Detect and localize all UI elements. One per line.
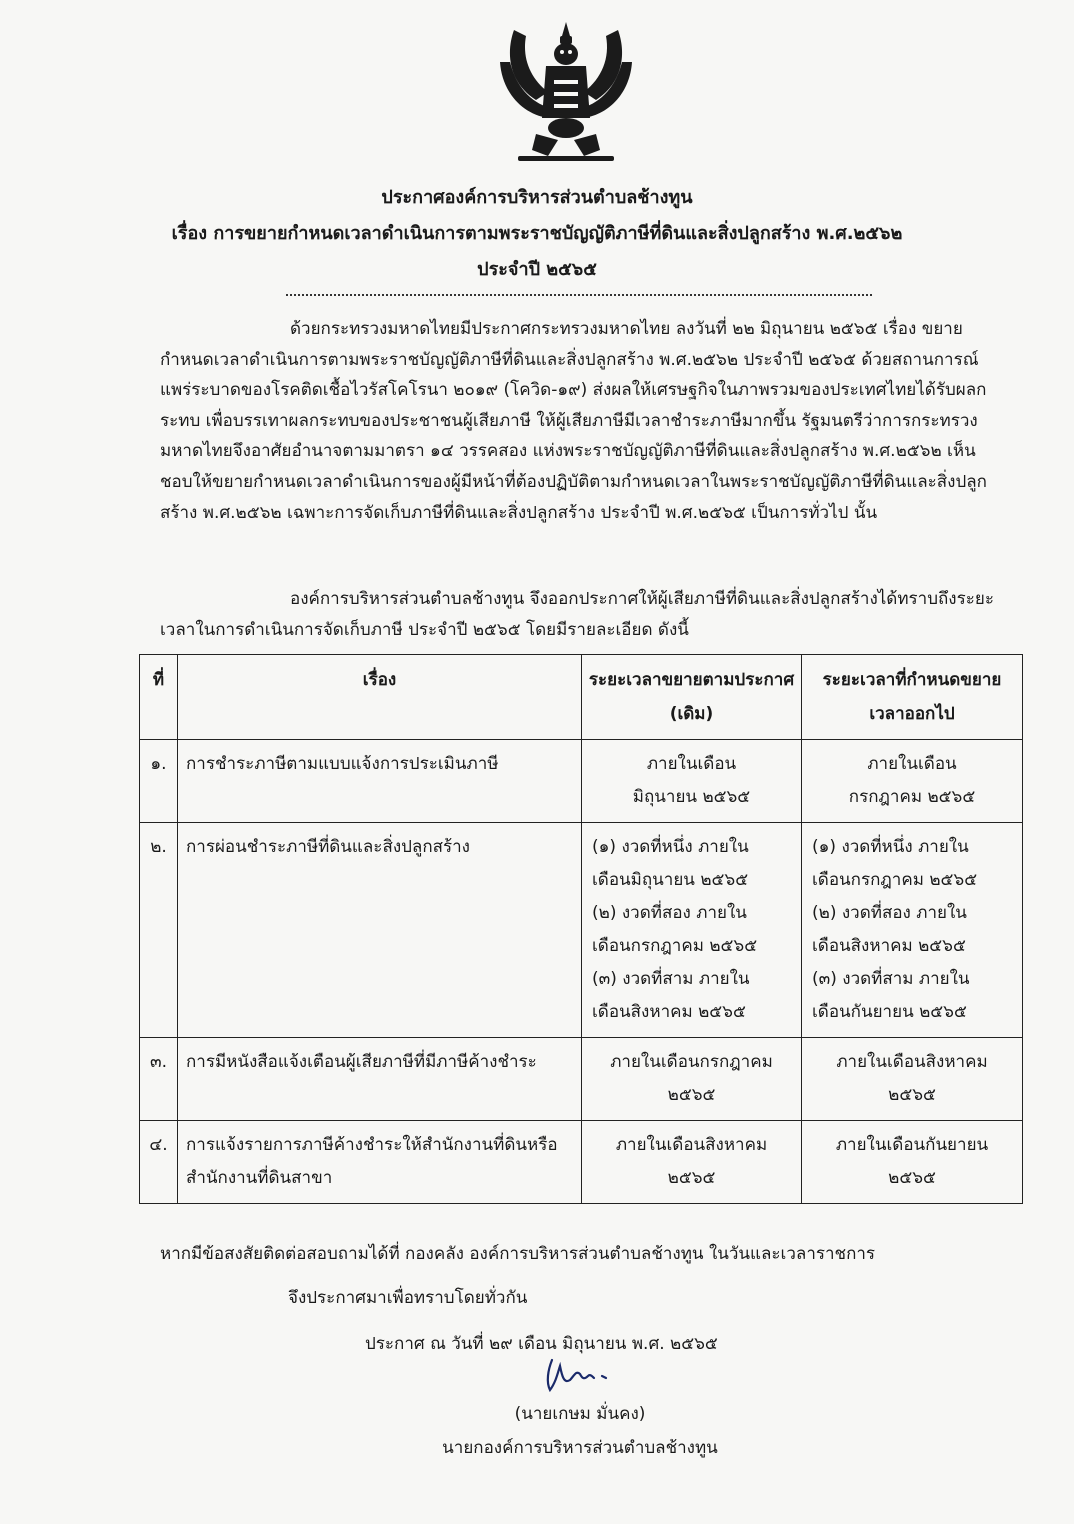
period-line: ภายในเดือน	[646, 754, 737, 774]
row-extended-period	[802, 1121, 1023, 1204]
contact-note: หากมีข้อสงสัยติดต่อสอบถามได้ที่ กองคลัง องค์การบริหารส่วนตำบลช้างทูน ในวันและเวลาราชการ	[160, 1244, 876, 1264]
period-line: ๒๕๖๕	[888, 1168, 936, 1188]
period-line: (๑) งวดที่หนึ่ง ภายใน	[592, 837, 749, 857]
row-subject: การมีหนังสือแจ้งเตือนผู้เสียภาษีที่มีภาษีค้างชำระ	[178, 1038, 582, 1121]
row-subject: การแจ้งรายการภาษีค้างชำระให้สำนักงานที่ดินหรือสำนักงานที่ดินสาขา	[178, 1121, 582, 1204]
announce-line: จึงประกาศมาเพื่อทราบโดยทั่วกัน	[288, 1288, 528, 1308]
period-line: ภายในเดือนกันยายน	[835, 1135, 989, 1155]
body-paragraph-2	[160, 584, 998, 645]
period-line: (๒) งวดที่สอง ภายใน	[812, 903, 967, 923]
announcement-date: ประกาศ ณ วันที่ ๒๙ เดือน มิถุนายน พ.ศ. ๒๕๖๕	[365, 1334, 718, 1354]
period-line: เดือนมิถุนายน ๒๕๖๕	[592, 870, 749, 890]
dotted-divider	[286, 294, 872, 296]
period-line: (๒) งวดที่สอง ภายใน	[592, 903, 747, 923]
table-row	[140, 823, 1023, 1038]
row-original-period	[582, 1038, 802, 1121]
period-line: เดือนกันยายน ๒๕๖๕	[812, 1002, 967, 1022]
announcement-year: ประจำปี ๒๕๖๕	[477, 259, 597, 280]
row-extended-period	[802, 823, 1023, 1038]
announcement-subject: เรื่อง การขยายกำหนดเวลาดำเนินการตามพระราชบัญญัติภาษีที่ดินและสิ่งปลูกสร้าง พ.ศ.๒๕๖๒	[171, 223, 903, 244]
header-extended-period: ระยะเวลาที่กำหนดขยายเวลาออกไป	[802, 655, 1023, 740]
period-line: เดือนสิงหาคม ๒๕๖๕	[592, 1002, 746, 1022]
period-line: ๒๕๖๕	[667, 1085, 716, 1105]
row-original-period	[582, 740, 802, 823]
period-line: (๓) งวดที่สาม ภายใน	[592, 969, 750, 989]
period-line: ๒๕๖๕	[888, 1085, 936, 1105]
row-original-period	[582, 1121, 802, 1204]
row-subject: การชำระภาษีตามแบบแจ้งการประเมินภาษี	[178, 740, 582, 823]
period-line: ภายในเดือนสิงหาคม	[836, 1052, 988, 1072]
header-subject: เรื่อง	[178, 655, 582, 740]
table-row	[140, 1038, 1023, 1121]
table-row	[140, 740, 1023, 823]
row-original-period	[582, 823, 802, 1038]
period-line: ภายในเดือนสิงหาคม	[615, 1135, 768, 1155]
row-subject: การผ่อนชำระภาษีที่ดินและสิ่งปลูกสร้าง	[178, 823, 582, 1038]
paragraph-1-text: ด้วยกระทรวงมหาดไทยมีประกาศกระทรวงมหาดไทย ลงวันที่ ๒๒ มิถุนายน ๒๕๖๕ เรื่อง ขยายกำหนดเวลาดำเนินการตามพระราชบัญญัติภาษีที่ดินและสิ่งปลูกสร้าง พ.ศ.๒๕๖๒ ประจำปี ๒๕๖๕ ด้วยสถานการณ์แพร่ระบาดของโรคติดเชื้อไวรัสโคโรนา ๒๐๑๙ (โควิด-๑๙) ส่งผลให้เศรษฐกิจในภาพรวมของประเทศไทยได้รับผลกระทบ เพื่อบรรเทาผลกระทบของประชาชนผู้เสียภาษี ให้ผู้เสียภาษีมีเวลาชำระภาษีมากขึ้น รัฐมนตรีว่าการกระทรวงมหาดไทยจึงอาศัยอำนาจตามมาตรา ๑๔ วรรคสอง แห่งพระราชบัญญัติภาษีที่ดินและสิ่งปลูกสร้าง พ.ศ.๒๕๖๒ เห็นชอบให้ขยายกำหนดเวลาดำเนินการของผู้มีหน้าที่ต้องปฏิบัติตามกำหนดเวลาในพระราชบัญญัติภาษีที่ดินและสิ่งปลูกสร้าง พ.ศ.๒๕๖๒ เฉพาะการจัดเก็บภาษีที่ดินและสิ่งปลูกสร้าง ประจำปี พ.ศ.๒๕๖๕ เป็นการทั่วไป นั้น	[160, 319, 987, 523]
header-original-period: ระยะเวลาขยายตามประกาศ (เดิม)	[582, 655, 802, 740]
period-line: ๒๕๖๕	[667, 1168, 716, 1188]
header-number: ที่	[140, 655, 178, 740]
period-line: เดือนกรกฎาคม ๒๕๖๕	[592, 936, 758, 956]
row-extended-period	[802, 1038, 1023, 1121]
row-number: ๓.	[140, 1038, 178, 1121]
paragraph-2-text: องค์การบริหารส่วนตำบลช้างทูน จึงออกประกาศให้ผู้เสียภาษีที่ดินและสิ่งปลูกสร้างได้ทราบถึงระยะเวลาในการดำเนินการจัดเก็บภาษี ประจำปี ๒๕๖๕ โดยมีรายละเอียด ดังนี้	[160, 589, 994, 640]
table-header-row	[140, 655, 1023, 740]
row-extended-period	[802, 740, 1023, 823]
period-line: มิถุนายน ๒๕๖๕	[632, 787, 751, 807]
row-number: ๒.	[140, 823, 178, 1038]
signer-name: (นายเกษม มั่นคง)	[514, 1404, 646, 1424]
row-number: ๔.	[140, 1121, 178, 1204]
period-line: กรกฎาคม ๒๕๖๕	[848, 787, 976, 807]
period-line: (๓) งวดที่สาม ภายใน	[812, 969, 970, 989]
body-paragraph-1	[160, 314, 998, 528]
period-line: (๑) งวดที่หนึ่ง ภายใน	[812, 837, 969, 857]
schedule-table	[139, 654, 1023, 1204]
row-number: ๑.	[140, 740, 178, 823]
table-row	[140, 1121, 1023, 1204]
handwritten-signature-icon	[542, 1356, 612, 1394]
period-line: ภายในเดือนกรกฎาคม	[610, 1052, 773, 1072]
period-line: ภายในเดือน	[867, 754, 957, 774]
announcement-heading: ประกาศองค์การบริหารส่วนตำบลช้างทูน	[381, 187, 693, 208]
garuda-emblem-icon	[496, 22, 636, 172]
period-line: เดือนสิงหาคม ๒๕๖๕	[812, 936, 966, 956]
signer-title: นายกองค์การบริหารส่วนตำบลช้างทูน	[442, 1438, 718, 1458]
period-line: เดือนกรกฎาคม ๒๕๖๕	[812, 870, 978, 890]
